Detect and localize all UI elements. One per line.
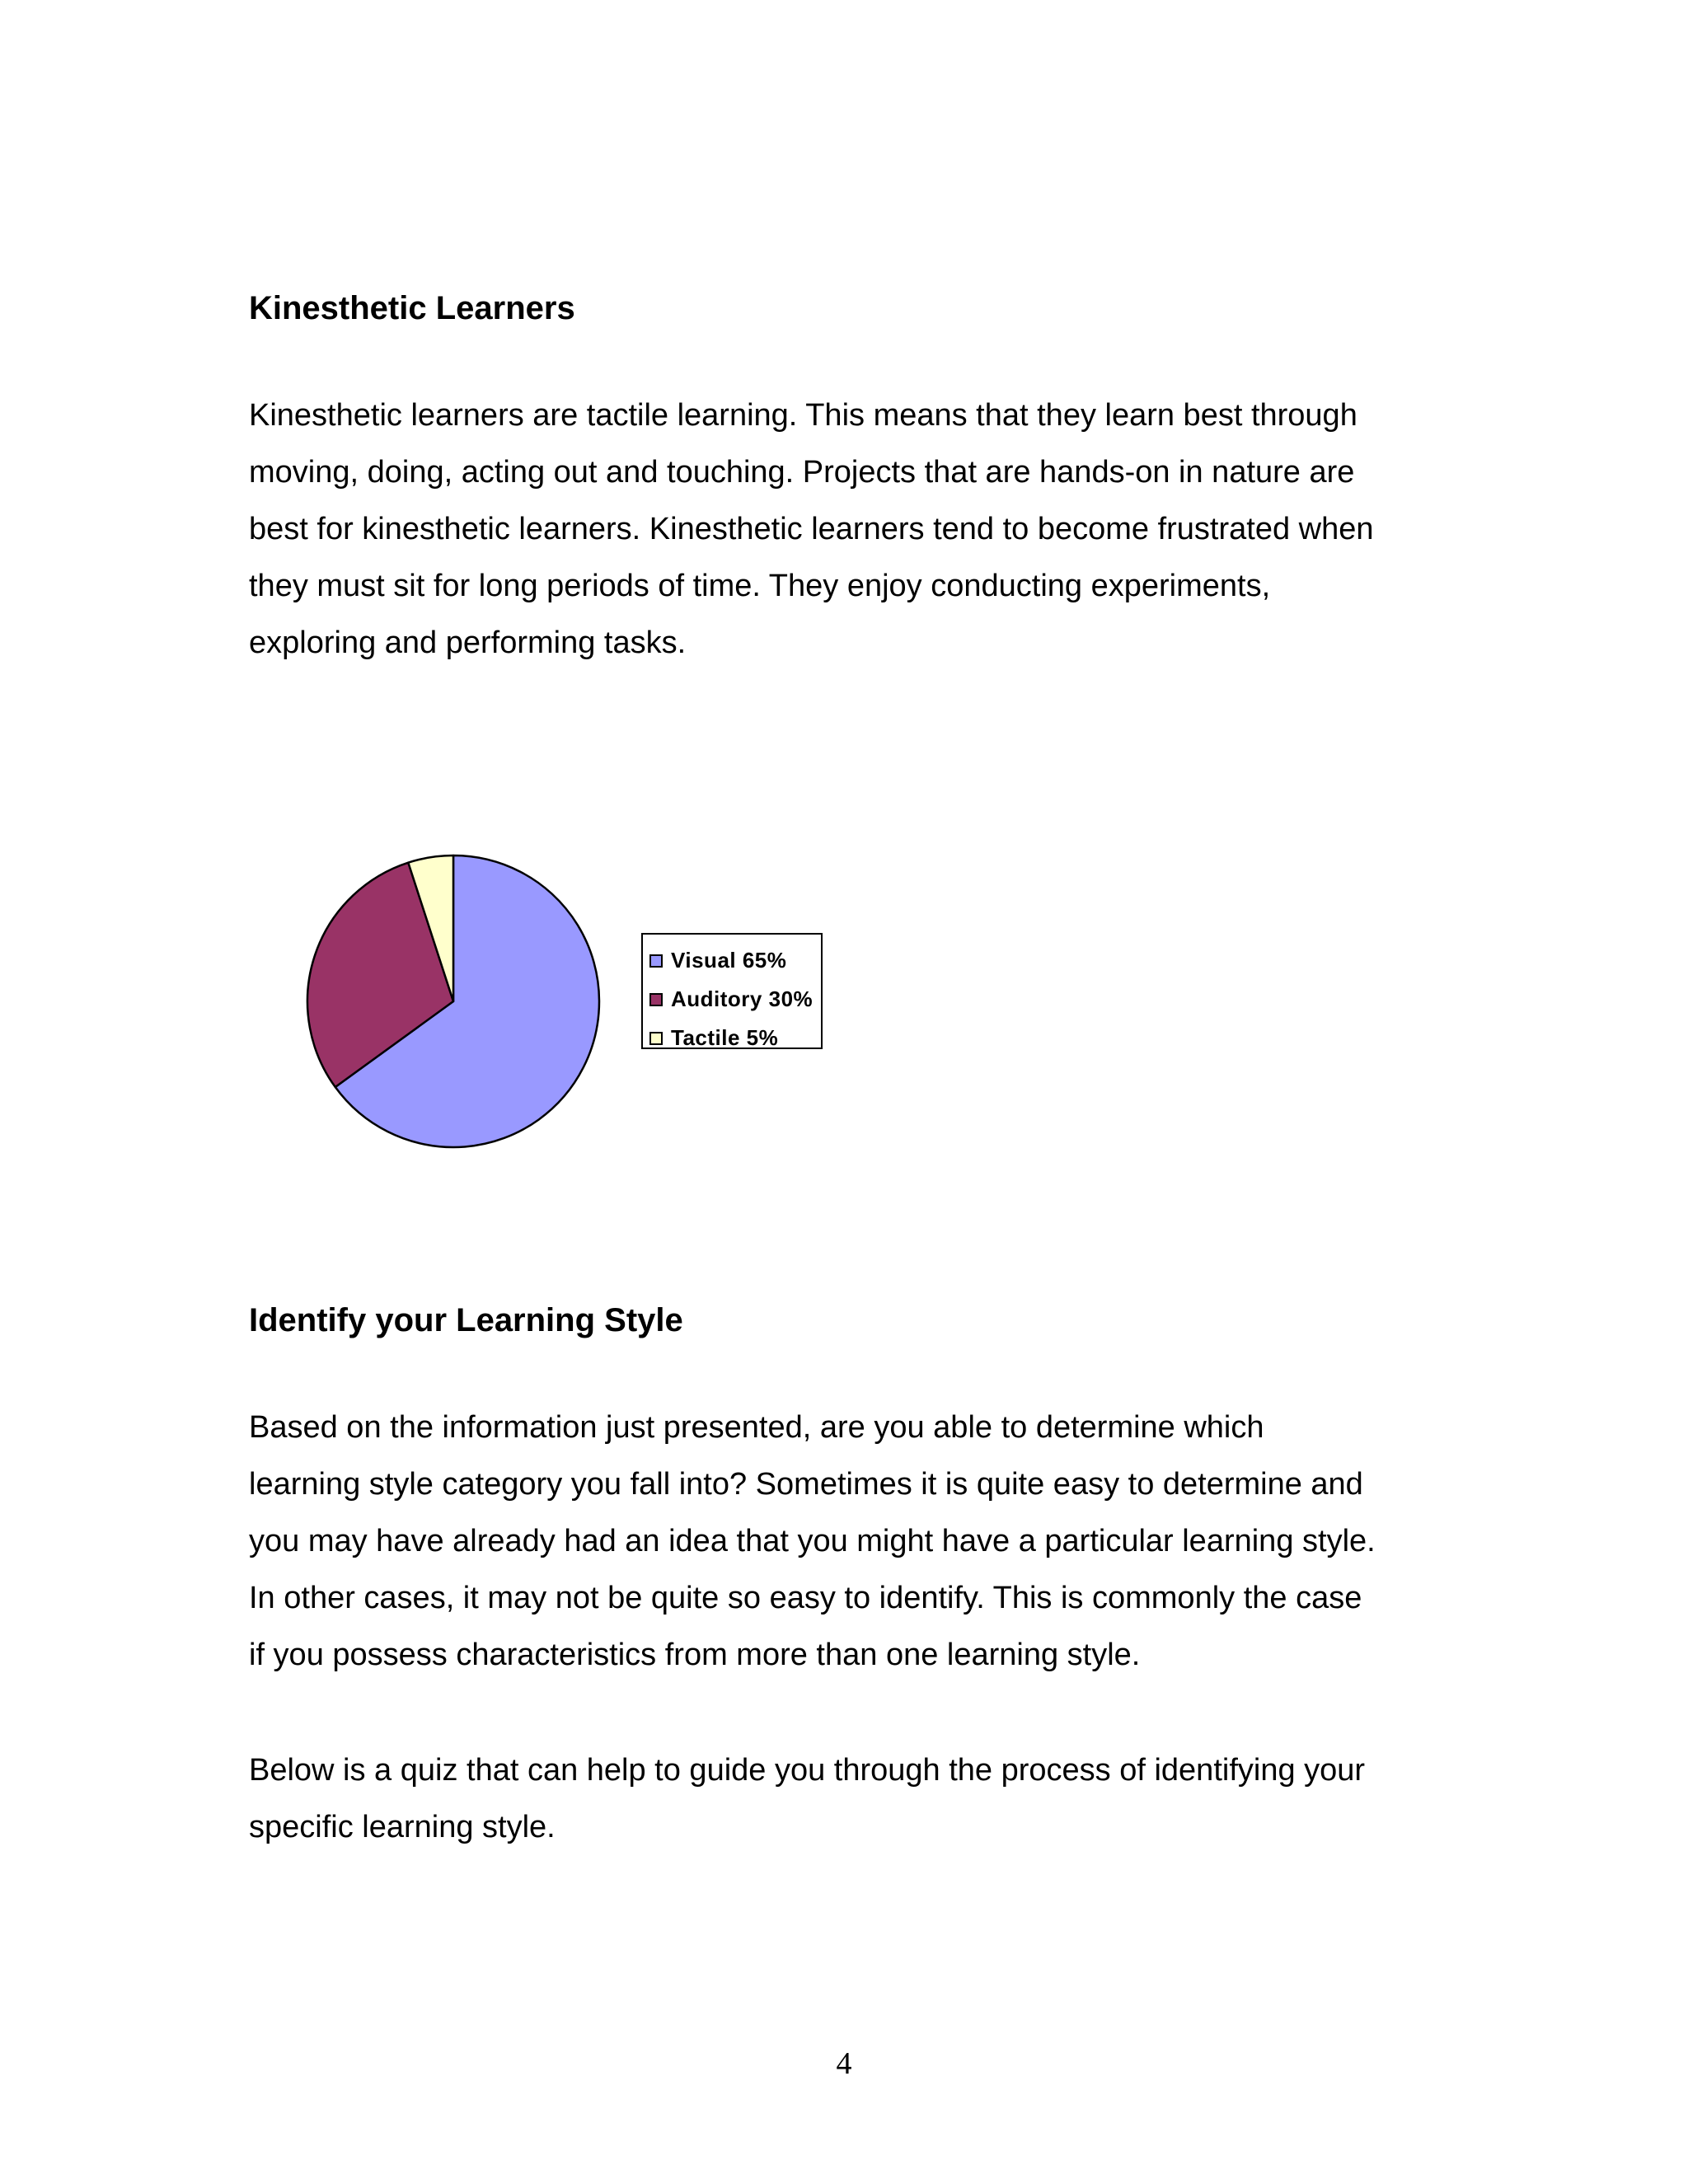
text-line: exploring and performing tasks.	[249, 626, 687, 660]
text-line: specific learning style.	[249, 1810, 556, 1844]
legend-label: Tactile 5%	[671, 1025, 779, 1050]
identify-paragraph	[249, 1399, 1469, 1684]
text-line: Below is a quiz that can help to guide you through the process of identifying your	[249, 1753, 1366, 1788]
text-line: they must sit for long periods of time. They enjoy conducting experiments,	[249, 569, 1271, 603]
learning-style-pie-chart	[293, 841, 614, 1162]
section-heading-identify: Identify your Learning Style	[249, 1302, 683, 1338]
text-line: In other cases, it may not be quite so easy to identify. This is commonly the case	[249, 1581, 1362, 1615]
page-number: 4	[836, 2046, 852, 2081]
chart-legend	[641, 933, 823, 1049]
text-line: moving, doing, acting out and touching. Projects that are hands-on in nature are	[249, 455, 1355, 490]
legend-swatch-visual	[649, 954, 663, 968]
text-line: you may have already had an idea that you might have a particular learning style.	[249, 1524, 1376, 1558]
legend-item-visual	[649, 941, 821, 980]
text-line: if you possess characteristics from more than one learning style.	[249, 1638, 1141, 1672]
section-heading-kinesthetic: Kinesthetic Learners	[249, 290, 575, 326]
kinesthetic-paragraph	[249, 387, 1469, 672]
text-line: Kinesthetic learners are tactile learning. This means that they learn best through	[249, 398, 1357, 433]
legend-swatch-auditory	[649, 993, 663, 1006]
legend-label: Visual 65%	[671, 948, 787, 972]
text-line: Based on the information just presented, are you able to determine which	[249, 1410, 1264, 1445]
legend-item-tactile	[649, 1019, 821, 1057]
text-line: learning style category you fall into? Sometimes it is quite easy to determine and	[249, 1467, 1363, 1502]
legend-item-auditory	[649, 980, 821, 1019]
quiz-intro-paragraph	[249, 1742, 1469, 1856]
legend-swatch-tactile	[649, 1032, 663, 1045]
legend-label: Auditory 30%	[671, 987, 814, 1011]
text-line: best for kinesthetic learners. Kinesthetic learners tend to become frustrated when	[249, 512, 1374, 546]
